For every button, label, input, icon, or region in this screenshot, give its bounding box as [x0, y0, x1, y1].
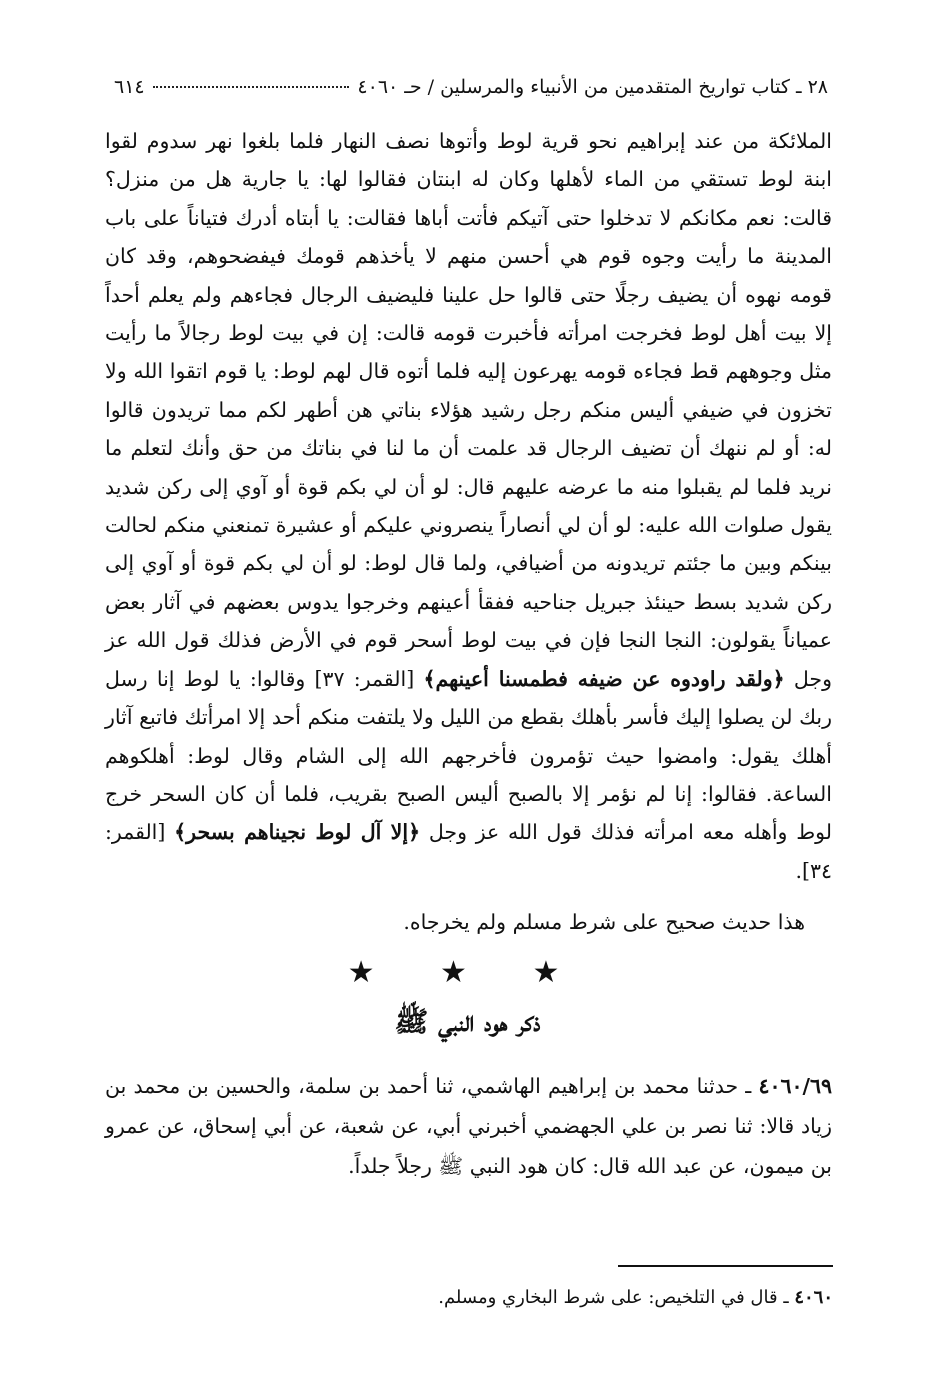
- hadith-paragraph: [105, 1066, 832, 1186]
- quran-quote-2: ﴿إلا آل لوط نجيناهم بسحر﴾: [174, 820, 421, 845]
- closing-remark: هذا حديث صحيح على شرط مسلم ولم يخرجاه.: [403, 910, 805, 934]
- hadith-text: ـ حدثنا محمد بن إبراهيم الهاشمي، ثنا أحمد بن سلمة، والحسين بن محمد بن زياد قالا: ثنا نصر بن علي الجهضمي أخبرني أبي، عن شعبة، عن أبي إسحاق، عن عمرو بن ميمون، عن عبد الله قال: كان هود النبي ﷺ رجلاً جلداً.: [105, 1074, 832, 1178]
- main-paragraph: [105, 122, 832, 890]
- footnote-text: ـ قال في التلخيص: على شرط البخاري ومسلم.: [438, 1287, 789, 1308]
- running-header: [108, 76, 828, 98]
- footnote: [300, 1287, 833, 1308]
- quran-quote-1: ﴿ولقد راودوه عن ضيفه فطمسنا أعينهم﴾: [423, 666, 785, 691]
- paragraph-text-part-3: [القمر: ٣٤].: [105, 820, 832, 883]
- header-dot-leader: [153, 86, 350, 88]
- paragraph-text-part-2: [القمر: ٣٧] وقالوا: يا لوط إنا رسل ربك لن يصلوا إليك فأسر بأهلك بقطع من الليل ولا يلتفت منكم أحد إلا امرأتك فاتبع آثار أهلك يقول: وامضوا حيث تؤمرون فأخرجهم الله إلى الشام وقال لوط: أهلكوهم الساعة. فقالوا: إنا لم نؤمر إلا بالصبح أليس الصبح بقريب، فلما أن كان السحر خرج لوط وأهله معه امرأته فذلك قول الله عز وجل: [105, 666, 832, 845]
- section-separator-stars: ★ ★ ★: [347, 955, 588, 990]
- section-heading: ذكر هود النبي ﷺ: [394, 1005, 541, 1038]
- paragraph-text-part-1: الملائكة من عند إبراهيم نحو قرية لوط وأتوها نصف النهار فلما بلغوا نهر سدوم لقوا ابنة لوط تستقي من الماء لأهلها وكان له ابنتان فقالوا لها: يا جارية هل من منزل؟ قالت: نعم مكانكم لا تدخلوا حتى آتيكم فأتت أباها فقالت: يا أبتاه أدرك فتياناً على باب المدينة ما رأيت وجوه قوم هي أحسن منهم لا يأخذهم قومك فيفضحوهم، وقد كان قومه نهوه أن يضيف رجلًا حتى قالوا حل علينا فليضيف الرجال فجاءهم ولم يعلم أحداً إلا بيت أهل لوط فخرجت امرأته فأخبرت قومه قالت: إن في بيت لوط رجالاً ما رأيت مثل وجوههم قط فجاءه قومه يهرعون إليه فلما أتوه قال لهم لوط: يا قوم اتقوا الله ولا تخزون في ضيفي أليس منكم رجل رشيد هؤلاء بناتي هن أطهر لكم مما تريدون قالوا له: أو لم ننهك أن تضيف الرجال قد علمت أن ما لنا في بناتك من حق وأنك لتعلم ما نريد فلما لم يقبلوا منه ما عرضه عليهم قال: لو أن لي بكم قوة أو آوي إلى ركن شديد يقول صلوات الله عليه: لو أن لي أنصاراً ينصروني عليكم أو عشيرة تمنعني منكم لحالت بينكم وبين ما جئتم تريدونه من أضيافي، ولما قال لوط: لو أن لي بكم قوة أو آوي إلى ركن شديد بسط حينئذ جبريل جناحيه ففقأ أعينهم وخرجوا يدوس بعضهم في آثار بعض عمياناً يقولون: النجا النجا فإن في بيت لوط أسحر قوم في الأرض فذلك قول الله عز وجل: [105, 129, 832, 691]
- running-title: ٢٨ ـ كتاب تواريخ المتقدمين من الأنبياء والمرسلين / حـ ٤٠٦٠: [357, 76, 828, 98]
- footnote-divider: [618, 1265, 833, 1267]
- hadith-number: ٤٠٦٠/٦٩: [758, 1074, 832, 1098]
- footnote-number: ٤٠٦٠: [794, 1287, 833, 1308]
- page-number: ٦١٤: [114, 76, 145, 98]
